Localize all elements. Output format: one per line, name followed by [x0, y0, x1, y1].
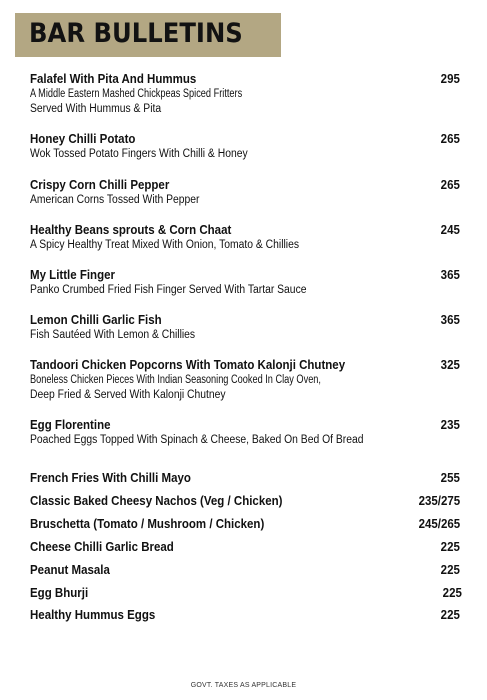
item-name: Cheese Chilli Garlic Bread	[30, 540, 174, 554]
menu-item-cheese-garlic-bread	[30, 540, 460, 555]
menu-item-honey-chilli-potato	[30, 132, 460, 162]
item-name: Egg Bhurji	[30, 586, 89, 600]
item-name: Classic Baked Cheesy Nachos (Veg / Chicken)	[30, 494, 283, 508]
item-price: 365	[440, 313, 460, 327]
item-description: Served With Hummus & Pita	[30, 102, 162, 115]
item-name: Tandoori Chicken Popcorns With Tomato Kalonji Chutney	[30, 358, 346, 372]
item-price: 245	[440, 223, 460, 237]
item-name: Honey Chilli Potato	[30, 132, 136, 146]
tax-note: GOVT. TAXES AS APPLICABLE	[190, 682, 297, 689]
item-name: Crispy Corn Chilli Pepper	[30, 178, 170, 192]
menu-item-lemon-chilli-garlic-fish	[30, 313, 460, 343]
item-name: Healthy Hummus Eggs	[30, 608, 156, 622]
item-price: 295	[440, 72, 460, 86]
item-description: Poached Eggs Topped With Spinach & Cheese, Baked On Bed Of Bread	[30, 434, 364, 446]
item-description: Boneless Chicken Pieces With Indian Seasoning Cooked In Clay Oven,	[30, 374, 321, 386]
item-name: Falafel With Pita And Hummus	[30, 72, 197, 86]
item-name: Healthy Beans sprouts & Corn Chaat	[30, 223, 232, 237]
menu-item-crispy-corn	[30, 178, 460, 208]
item-description: Deep Fried & Served With Kalonji Chutney	[30, 388, 226, 401]
item-name: French Fries With Chilli Mayo	[30, 471, 191, 485]
menu-item-falafel	[30, 72, 460, 116]
item-name: Egg Florentine	[30, 418, 111, 432]
item-price: 365	[440, 268, 460, 282]
item-price: 325	[440, 358, 460, 372]
menu-item-beans-sprouts-chaat	[30, 223, 460, 253]
menu-item-hummus-eggs	[30, 608, 460, 623]
item-price: 245/265	[418, 517, 460, 531]
item-price: 265	[440, 132, 460, 146]
item-name: My Little Finger	[30, 268, 115, 282]
menu-item-peanut-masala	[30, 563, 460, 578]
item-description: Fish Sautéed With Lemon & Chillies	[30, 329, 196, 341]
item-price: 265	[440, 178, 460, 192]
item-description: A Middle Eastern Mashed Chickpeas Spiced Fritters	[30, 88, 243, 100]
item-description: American Corns Tossed With Pepper	[30, 194, 200, 206]
menu-item-nachos	[30, 494, 460, 509]
item-price: 225	[440, 563, 460, 577]
menu-item-bruschetta	[30, 517, 460, 532]
page-title: BAR BULLETINS	[29, 18, 243, 49]
menu-item-french-fries	[30, 471, 460, 486]
item-description: A Spicy Healthy Treat Mixed With Onion, Tomato & Chillies	[30, 239, 300, 251]
item-price: 225	[440, 540, 460, 554]
item-name: Bruschetta (Tomato / Mushroom / Chicken)	[30, 517, 265, 531]
menu-item-egg-florentine	[30, 418, 460, 448]
item-price: 255	[440, 471, 460, 485]
menu-item-my-little-finger	[30, 268, 460, 298]
item-price: 225	[442, 586, 462, 600]
item-name: Lemon Chilli Garlic Fish	[30, 313, 162, 327]
item-price: 235/275	[418, 494, 460, 508]
item-description: Wok Tossed Potato Fingers With Chilli & Honey	[30, 148, 248, 160]
menu-item-egg-bhurji	[30, 586, 460, 601]
item-price: 225	[440, 608, 460, 622]
item-description: Panko Crumbed Fried Fish Finger Served With Tartar Sauce	[30, 284, 307, 296]
item-price: 235	[440, 418, 460, 432]
menu-item-tandoori-chicken-popcorns	[30, 358, 460, 402]
item-name: Peanut Masala	[30, 563, 110, 577]
